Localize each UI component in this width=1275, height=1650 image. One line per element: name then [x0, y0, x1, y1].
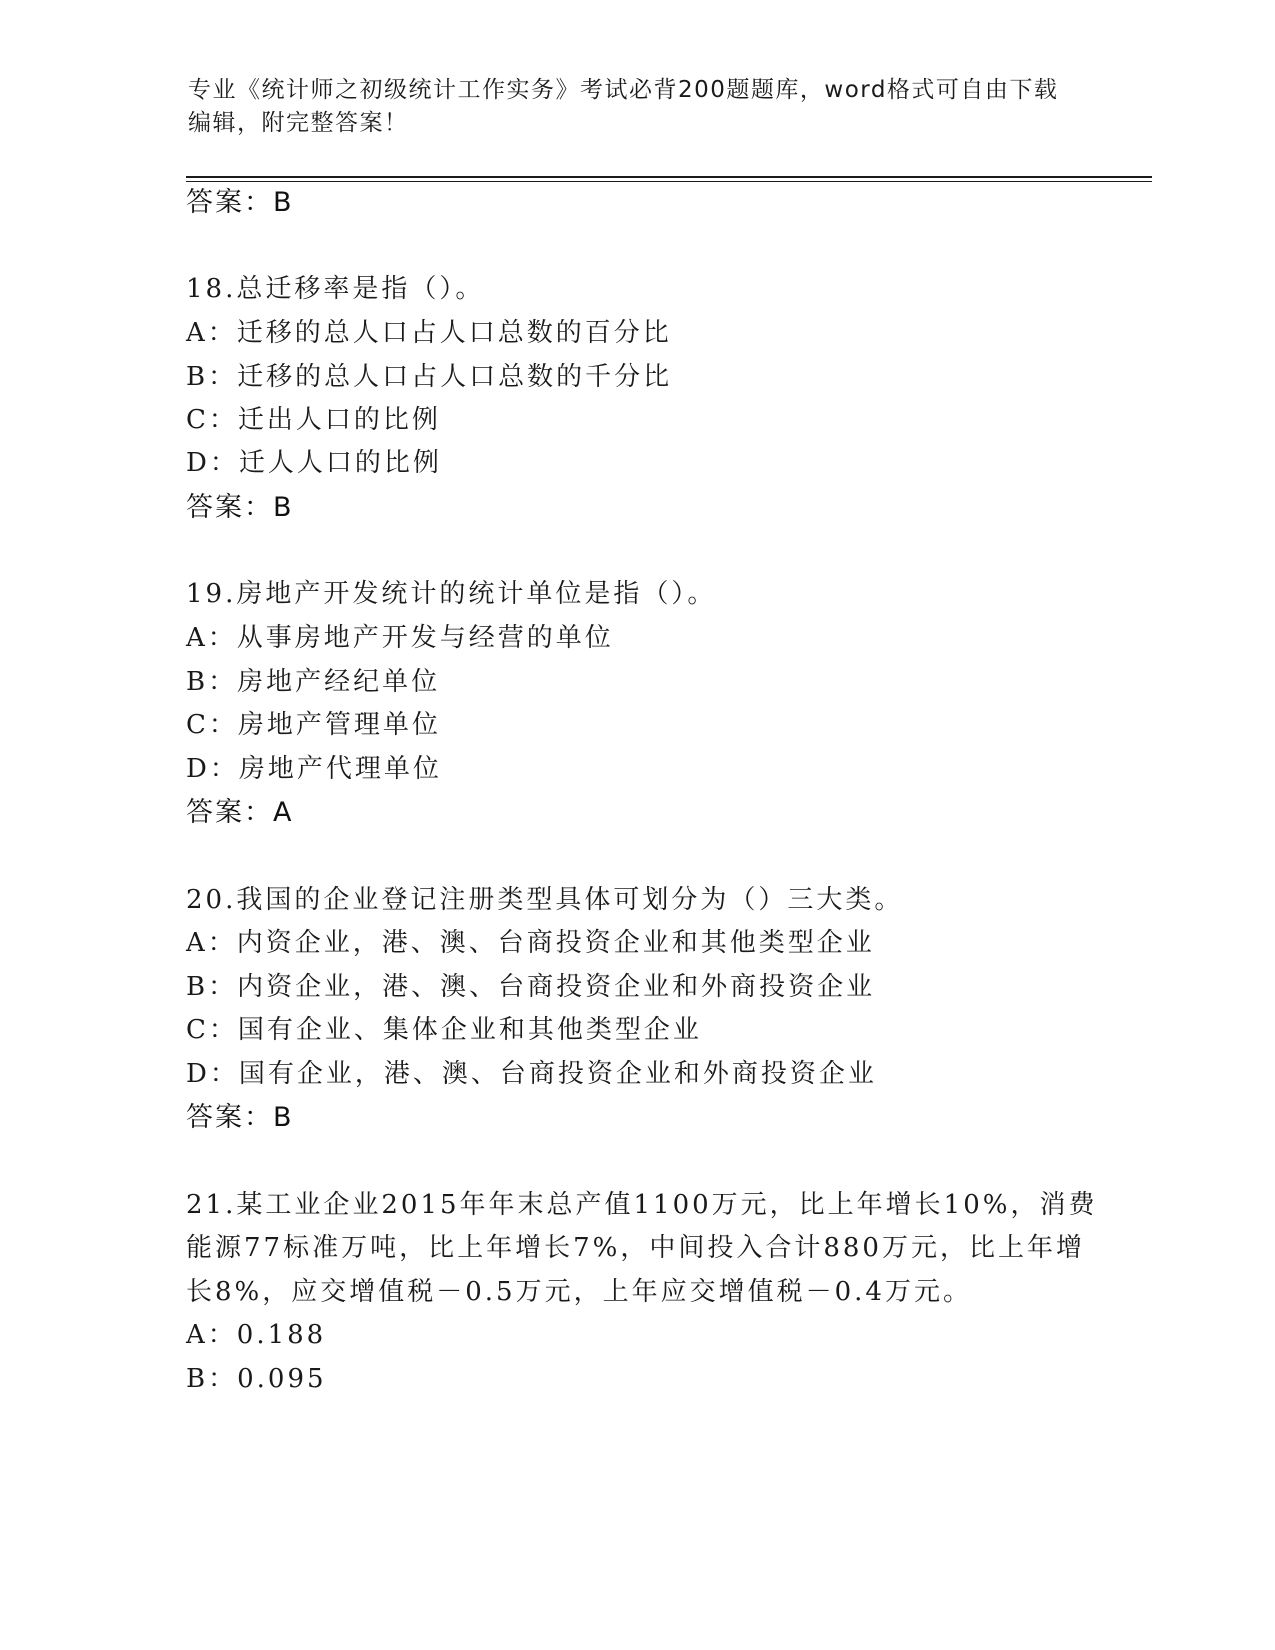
- question-20-stem: 20.我国的企业登记注册类型具体可划分为（）三大类。: [186, 885, 904, 915]
- question-18-option-a: A：迁移的总人口占人口总数的百分比: [186, 318, 672, 348]
- question-18-option-c: C：迁出人口的比例: [186, 405, 441, 435]
- question-20-option-c: C：国有企业、集体企业和其他类型企业: [186, 1015, 702, 1045]
- page-header: [188, 74, 1088, 140]
- question-20-answer: 答案：B: [186, 1102, 294, 1133]
- question-19-answer: 答案：A: [186, 797, 294, 828]
- question-19-stem: 19.房地产开发统计的统计单位是指（）。: [186, 579, 717, 609]
- question-19-option-c: C：房地产管理单位: [186, 710, 441, 740]
- question-20-option-a: A：内资企业，港、澳、台商投资企业和其他类型企业: [186, 928, 875, 958]
- header-divider-thick: [186, 176, 1152, 178]
- question-21-stem-line-3: 长8%，应交增值税－0.5万元，上年应交增值税－0.4万元。: [186, 1277, 972, 1307]
- question-19-option-b: B：房地产经纪单位: [186, 667, 441, 697]
- header-divider-thin: [186, 181, 1152, 182]
- question-20-option-b: B：内资企业，港、澳、台商投资企业和外商投资企业: [186, 972, 876, 1002]
- question-18-answer: 答案：B: [186, 492, 294, 523]
- question-20-option-d: D：国有企业，港、澳、台商投资企业和外商投资企业: [186, 1059, 877, 1089]
- question-21-option-a: A：0.188: [186, 1320, 327, 1350]
- header-title-line-1: 专业《统计师之初级统计工作实务》考试必背200题题库，word格式可自由下载: [188, 77, 1059, 103]
- question-19-option-d: D：房地产代理单位: [186, 754, 442, 784]
- question-18-option-d: D：迁人人口的比例: [186, 448, 442, 478]
- question-18-option-b: B：迁移的总人口占人口总数的千分比: [186, 362, 673, 392]
- question-21-option-b: B：0.095: [186, 1364, 327, 1394]
- question-21-stem-line-2: 能源77标准万吨，比上年增长7%，中间投入合计880万元，比上年增: [186, 1233, 1085, 1263]
- answer-17: 答案：B: [186, 187, 294, 218]
- question-21-stem-line-1: 21.某工业企业2015年年末总产值1100万元，比上年增长10%，消费: [186, 1190, 1098, 1220]
- question-18-stem: 18.总迁移率是指（）。: [186, 274, 485, 304]
- question-19-option-a: A：从事房地产开发与经营的单位: [186, 623, 614, 653]
- header-title-line-2: 编辑，附完整答案！: [188, 110, 409, 136]
